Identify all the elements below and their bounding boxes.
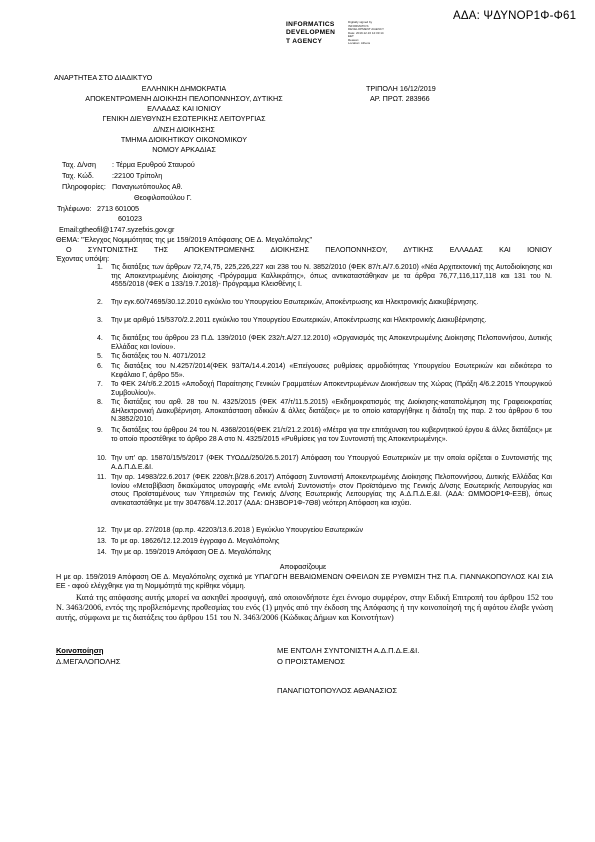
- list-item: Την αρ. 14983/22.6.2017 (ΦΕΚ 2208/τ.β/28.6.2017) Απόφαση Συντονιστή Αποκεντρωμένης Διοίκησης Πελοποννήσου, Δυτικής Ελλάδας Και Ιονίου «Μεταβίβαση δικαιώματος υπογραφής «Με εντολή Συντονιστή» στον Προϊστάμενο της Γενικής Δ/νσης Εσωτερικής Λειτουργίας και στους Προϊσταμένους των Υπηρεσιών της Γενικής Δ/νσης Εσωτερικής Λειτουργίας της Α.Δ.Π.Δ.Ε.&Ι. (ΑΔΑ: ΩΜΜΟΟΡ1Φ-ΕΞΒ), όπως αντικαταστάθηκε με την 304768/4.12.2017 (ΑΔΑ: ΩΗ3ΒΟΡ1Φ-7Θ8) νεότερη Απόφαση και ισχύει.: [111, 474, 552, 507]
- subject-line: ΘΕΜΑ: "Έλεγχος Νομιμότητας της με 159/2019 Απόφασης ΟΕ Δ. Μεγαλόπολης": [56, 235, 313, 244]
- signature-details: Digitally signed by INFORMATICS DEVELOPMENT AGENCY Date: 2019.12.16 12:33:14 EET Reason: Location: Athens: [348, 20, 384, 45]
- list-item-number: 1.: [97, 264, 103, 271]
- list-item-number: 2.: [97, 299, 103, 306]
- list-item-number: 14.: [97, 549, 107, 556]
- phone-label: Τηλέφωνο:: [57, 204, 92, 213]
- list-item: Το ΦΕΚ 24/τ/6.2.2015 «Αποδοχή Παραίτησης Γενικών Γραμματέων Αποκεντρωμένων Διοικήσεων της Χώρας (Πράξη 4/6.2.2015 Υπουργικού Συμβουλίου)».: [111, 381, 552, 397]
- list-item-number: 6.: [97, 363, 103, 370]
- department: ΤΜΗΜΑ ΔΙΟΙΚΗΤΙΚΟΥ ΟΙΚΟΝΟΜΙΚΟΥ: [120, 135, 248, 144]
- list-item-number: 9.: [97, 427, 103, 434]
- prefecture: ΝΟΜΟΥ ΑΡΚΑΔΙΑΣ: [152, 145, 216, 154]
- list-item: Τις διατάξεις του άρθρου 24 του Ν. 4368/2016(ΦΕΚ 21/τ/21.2.2016) «Μέτρα για την επιτάχυνση του κυβερνητικού έργου & άλλες διατάξεις» με το οποίο προστέθηκε το άρθρο 28 Α στο Ν. 4325/2015 «Ρυθμίσεις για τον Συντονιστή της Αποκεντρωμένης».: [111, 427, 552, 443]
- coordinator-heading: Ο ΣΥΝΤΟΝΙΣΤΗΣ ΤΗΣ ΑΠΟΚΕΝΤΡΩΜΕΝΗΣ ΔΙΟΙΚΗΣΗΣ ΠΕΛΟΠΟΝΝΗΣΟΥ, ΔΥΤΙΚΗΣ ΕΛΛΑΔΑΣ ΚΑΙ ΙΟΝΙΟΥ: [66, 245, 552, 254]
- list-item-number: 13.: [97, 538, 107, 545]
- list-item: Την υπ' αρ. 15870/15/5/2017 (ΦΕΚ ΤΥΟΔΔ/250/26.5.2017) Απόφαση του Υπουργού Εσωτερικών με την οποία ορίζεται ο Συντονιστής της Α.Δ.Π.Δ.Ε.&Ι.: [111, 455, 552, 471]
- phone-value-2: 601023: [118, 214, 142, 223]
- agency-logo-text: INFORMATICS DEVELOPMEN T AGENCY: [286, 21, 336, 45]
- postcode-value: :22100 Τρίπολη: [112, 171, 163, 180]
- administration-heading: ΑΠΟΚΕΝΤΡΩΜΕΝΗ ΔΙΟΙΚΗΣΗ ΠΕΛΟΠΟΝΝΗΣΟΥ, ΔΥΤΙΚΗΣ: [85, 94, 283, 103]
- signature-authority: ΜΕ ΕΝΤΟΛΗ ΣΥΝΤΟΝΙΣΤΗ Α.Δ.Π.Δ.Ε.&Ι.: [277, 646, 420, 655]
- list-item: Την με αρ. 27/2018 (αρ.πρ. 42203/13.6.2018 ) Εγκύκλιο Υπουργείου Εσωτερικών: [111, 527, 364, 534]
- list-item-number: 11.: [97, 474, 107, 481]
- address-value: : Τέρμα Ερυθρού Σταυρού: [112, 160, 195, 169]
- decision-heading: Αποφασίζουμε: [279, 562, 327, 571]
- digital-signature-stamp: [286, 21, 461, 49]
- posted-online-note: ΑΝΑΡΤΗΤΕΑ ΣΤΟ ΔΙΑΔΙΚΤΥΟ: [54, 73, 153, 82]
- list-item: Τις διατάξεις του άρθρου 23 Π.Δ. 139/2010 (ΦΕΚ 232/τ.Α/27.12.2010) «Οργανισμός της Αποκεντρωμένης Διοίκησης Πελοποννήσου, Δυτικής Ελλάδας και Ιονίου».: [111, 335, 552, 351]
- address-label: Ταχ. Δ/νση: [62, 160, 96, 169]
- list-item-number: 5.: [97, 353, 103, 360]
- signature-title: Ο ΠΡΟΙΣΤΑΜΕΝΟΣ: [277, 657, 345, 666]
- protocol-number: ΑΡ. ΠΡΩΤ. 283966: [370, 94, 430, 103]
- list-item: Τις διατάξεις του Ν. 4071/2012: [111, 353, 206, 360]
- cc-recipient: Δ.ΜΕΓΑΛΟΠΟΛΗΣ: [56, 657, 121, 666]
- list-item-number: 7.: [97, 381, 103, 388]
- directorate: Δ/ΝΣΗ ΔΙΟΙΚΗΣΗΣ: [153, 125, 215, 134]
- info-value-2: Θεοφιλοπούλου Γ.: [134, 193, 192, 202]
- list-item-number: 8.: [97, 399, 103, 406]
- list-item: Το με αρ. 18626/12.12.2019 έγγραφο Δ. Μεγαλόπολης: [111, 538, 280, 545]
- list-item: Την με αριθμό 15/5370/2.2.2011 εγκύκλιο του Υπουργείου Εσωτερικών, Αποκέντρωσης και Ηλεκτρονικής Διακυβέρνησης.: [111, 317, 487, 324]
- appeal-notice: Κατά της απόφασης αυτής μπορεί να ασκηθεί προσφυγή, από οποιονδήποτε έχει έννομο συμφέρον, στην Ειδική Επιτροπή του άρθρου 152 του Ν. 3463/2006, εντός της προβλεπόμενης προθεσμίας του ενός (1) μηνός από την έκδοση της Απόφασης ή την κοινοποίησή της ή αφότου έλαβε γνώση αυτής, σύμφωνα με τις διατάξεις του άρθρου 151 του Ν. 3463/2006 (Κώδικας Δήμων και Κοινοτήτων): [56, 593, 553, 623]
- place-date: ΤΡΙΠΟΛΗ 16/12/2019: [366, 84, 436, 93]
- having-regard-label: Έχοντας υπόψη:: [56, 254, 110, 263]
- administration-heading-2: ΕΛΛΑΔΑΣ ΚΑΙ ΙΟΝΙΟΥ: [147, 104, 221, 113]
- list-item: Την με αρ. 159/2019 Απόφαση ΟΕ Δ. Μεγαλόπολης: [111, 549, 272, 556]
- list-item: Τις διατάξεις του Ν.4257/2014(ΦΕΚ 93/ΤΑ/14.4.2014) «Επείγουσες ρυθμίσεις αρμοδιότητας Υπουργείου Εσωτερικών και ειδικότερα το Κεφάλαιο Γ, άρθρο 55».: [111, 363, 552, 379]
- postcode-label: Ταχ. Κώδ.: [62, 171, 94, 180]
- general-directorate: ΓΕΝΙΚΗ ΔΙΕΥΘΥΝΣΗ ΕΣΩΤΕΡΙΚΗΣ ΛΕΙΤΟΥΡΓΙΑΣ: [102, 114, 266, 123]
- phone-value: 2713 601005: [97, 204, 139, 213]
- email: Email:gtheofil@1747.syzefxis.gov.gr: [59, 225, 175, 234]
- signatory-name: ΠΑΝΑΓΙΩΤΟΠΟΥΛΟΣ ΑΘΑΝΑΣΙΟΣ: [277, 686, 398, 695]
- decision-text: Η με αρ. 159/2019 Απόφαση ΟΕ Δ. Μεγαλόπολης σχετικά με ΥΠΑΓΩΓΗ ΒΕΒΑΙΩΜΕΝΩΝ ΟΦΕΙΛΩΝ ΣΕ ΡΥΘΜΙΣΗ ΤΗΣ Π.Α. ΓΙΑΝΝΑΚΟΠΟΥΛΟΣ ΚΑΙ ΣΙΑ ΕΕ - αφού ελέγχθηκε για τη Νομιμότητά της κρίθηκε νόμιμη.: [56, 572, 553, 591]
- republic-heading: ΕΛΛΗΝΙΚΗ ΔΗΜΟΚΡΑΤΙΑ: [141, 84, 227, 93]
- cc-label: Κοινοποίηση: [56, 646, 104, 655]
- list-item-number: 12.: [97, 527, 107, 534]
- list-item-number: 4.: [97, 335, 103, 342]
- list-item: Τις διατάξεις του αρθ. 28 του Ν. 4325/2015 (ΦΕΚ 47/τ/11.5.2015) «Εκδημοκρατισμός της Διοίκησης-καταπολέμηση της Γραφειοκρατίας &Ηλεκτρονική Διακυβέρνηση. Αποκατάσταση αδικιών & άλλες διατάξεις» με το οποίο καταργήθηκε η διάταξη της παρ. 2 του άρθρου 6 του Ν.3852/2010.: [111, 399, 552, 424]
- list-item-number: 10.: [97, 455, 107, 462]
- list-item-number: 3.: [97, 317, 103, 324]
- ada-code: ΑΔΑ: ΨΔΥΝΟΡ1Φ-Φ61: [453, 10, 577, 22]
- list-item: Τις διατάξεις των άρθρων 72,74,75, 225,226,227 και 238 του Ν. 3852/2010 (ΦΕΚ 87/τ.Α/7.6.2010) «Νέα Αρχιτεκτονική της Αυτοδιοίκησης και της Αποκεντρωμένης Διοίκησης -Πρόγραμμα Καλλικράτης», όπως αντικαταστάθηκαν με τα άρθρα 76,77,116,117,118 και 131 του Ν. 4555/2018 (ΦΕΚ α 133/19.7.2018)- Πρόγραμμα Κλεισθένης Ι.: [111, 264, 552, 289]
- info-label: Πληροφορίες:: [62, 182, 106, 191]
- list-item: Την εγκ.60/74695/30.12.2010 εγκύκλιο του Υπουργείου Εσωτερικών, Αποκέντρωσης και Ηλεκτρονικής Διακυβέρνησης.: [111, 299, 479, 306]
- info-value: Παναγιωτόπουλος Αθ.: [112, 182, 183, 191]
